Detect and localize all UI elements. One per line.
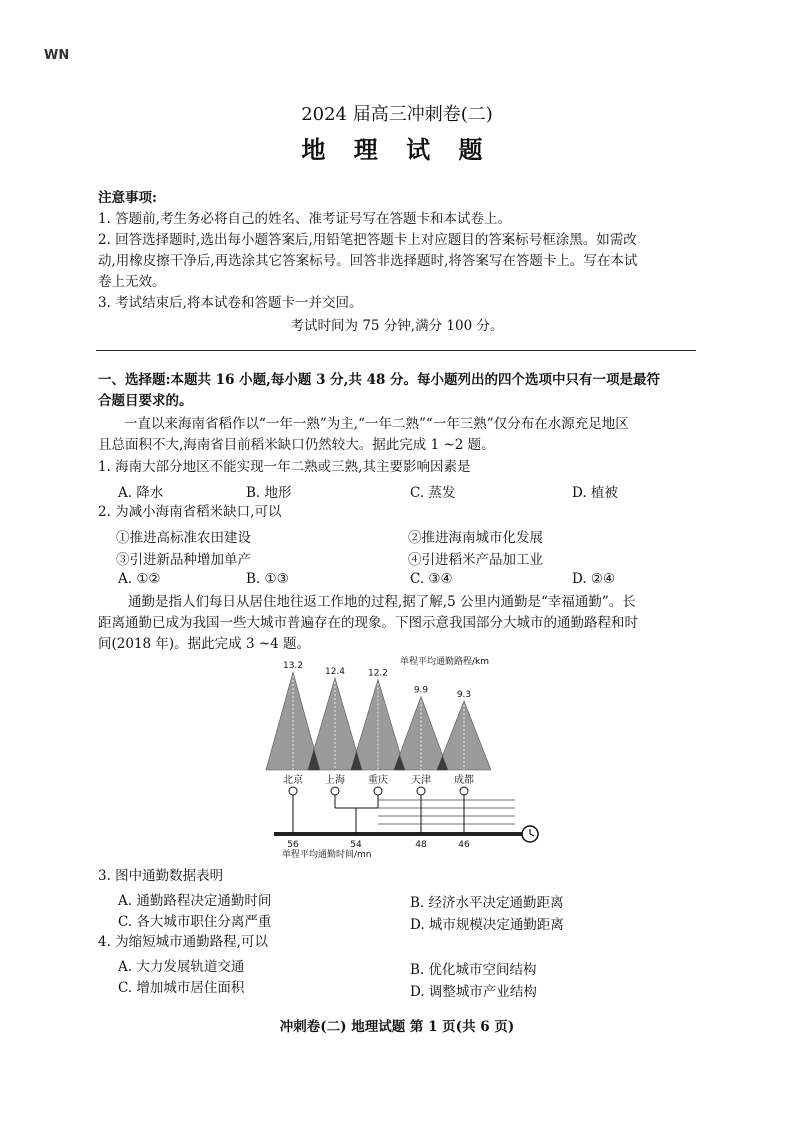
q2-item-4: ④引进稻米产品加工业 xyxy=(408,552,543,568)
q2-item-1: ①推进高标准农田建设 xyxy=(116,530,251,546)
city-pin xyxy=(331,787,339,795)
note-item: 2. 回答选择题时,选出每小题答案后,用铅笔把答题卡上对应题目的答案标号框涂黑。如需改 xyxy=(98,232,637,248)
q1-option-a: A. 降水 xyxy=(118,485,164,501)
city-pin xyxy=(417,787,425,795)
city-label: 重庆 xyxy=(368,775,388,786)
time-value-label: 54 xyxy=(350,840,362,850)
time-axis-title: 单程平均通勤时间/mn xyxy=(282,850,372,860)
distance-value-label: 12.4 xyxy=(324,666,346,677)
city-label: 天津 xyxy=(411,775,431,786)
q1-option-b: B. 地形 xyxy=(246,485,292,501)
distance-value-label: 13.2 xyxy=(282,661,304,671)
intro-paragraph: 距离通勤已成为我国一些大城市普遍存在的现象。下图示意我国部分大城市的通勤路程和时 xyxy=(98,615,638,631)
note-item: 1. 答题前,考生务必将自己的姓名、准考证号写在答题卡和本试卷上。 xyxy=(98,211,511,227)
note-item: 3. 考试结束后,将本试卷和答题卡一并交回。 xyxy=(98,295,363,311)
q2-item-3: ③引进新品种增加单产 xyxy=(116,552,251,568)
time-value-label: 48 xyxy=(415,840,427,850)
q3-option-d: D. 城市规模决定通勤距离 xyxy=(410,917,564,933)
intro-paragraph: 通勤是指人们每日从居住地往返工作地的过程,据了解,5 公里内通勤是“幸福通勤”。长 xyxy=(128,594,636,610)
clock-icon xyxy=(522,826,538,842)
distance-value-label: 12.2 xyxy=(367,668,389,679)
city-label: 北京 xyxy=(283,775,303,786)
intro-paragraph: 一直以来海南省稻作以“一年一熟”为主,“一年二熟”“一年三熟”仅分布在水源充足地区 xyxy=(124,416,629,432)
q1-option-d: D. 植被 xyxy=(572,485,618,501)
city-label: 成都 xyxy=(454,775,474,786)
q3-option-a: A. 通勤路程决定通勤时间 xyxy=(118,893,272,909)
section-heading: 一、选择题:本题共 16 小题,每小题 3 分,共 48 分。每小题列出的四个选项中只有一项是最符 xyxy=(98,372,661,388)
commute-chart xyxy=(260,652,560,864)
divider xyxy=(96,350,696,351)
exam-time: 考试时间为 75 分钟,满分 100 分。 xyxy=(290,318,504,334)
distance-triangle-4 xyxy=(437,701,491,770)
q4-option-b: B. 优化城市空间结构 xyxy=(410,962,537,978)
question-3-stem: 3. 图中通勤数据表明 xyxy=(98,868,224,884)
city-pin xyxy=(289,787,297,795)
corner-mark: WN xyxy=(44,48,70,63)
distance-triangles xyxy=(266,661,491,770)
note-item: 卷上无效。 xyxy=(98,274,166,290)
note-item: 动,用橡皮擦干净后,再选涂其它答案标号。回答非选择题时,将答案写在答题卡上。写在本试 xyxy=(98,253,638,269)
question-4-stem: 4. 为缩短城市通勤路程,可以 xyxy=(98,934,268,950)
q4-option-d: D. 调整城市产业结构 xyxy=(410,984,537,1000)
time-labels xyxy=(287,840,470,850)
q4-option-c: C. 增加城市居住面积 xyxy=(118,980,245,996)
question-1-stem: 1. 海南大部分地区不能实现一年二熟或三熟,其主要影响因素是 xyxy=(98,459,471,475)
q1-option-c: C. 蒸发 xyxy=(410,485,456,501)
page-footer: 冲刺卷(二) 地理试题 第 1 页(共 6 页) xyxy=(279,1019,515,1035)
time-value-label: 56 xyxy=(287,840,299,850)
intro-paragraph: 且总面积不大,海南省目前稻米缺口仍然较大。据此完成 1 ~2 题。 xyxy=(98,437,495,453)
section-heading: 合题目要求的。 xyxy=(98,393,193,409)
connector-lines xyxy=(274,795,522,834)
q2-option-a: A. ①② xyxy=(118,571,161,587)
exam-title: 2024 届高三冲刺卷(二) xyxy=(301,104,493,125)
city-pin xyxy=(460,787,468,795)
q3-option-b: B. 经济水平决定通勤距离 xyxy=(410,895,564,911)
q2-item-2: ②推进海南城市化发展 xyxy=(408,530,543,546)
q2-option-b: B. ①③ xyxy=(246,571,289,587)
intro-paragraph: 间(2018 年)。据此完成 3 ~4 题。 xyxy=(98,636,311,652)
q2-option-c: C. ③④ xyxy=(410,571,453,587)
city-pin xyxy=(374,787,382,795)
city-labels xyxy=(283,773,474,795)
q3-option-c: C. 各大城市职住分离严重 xyxy=(118,914,272,930)
distance-axis-title: 单程平均通勤路程/km xyxy=(400,657,490,667)
q4-option-a: A. 大力发展轨道交通 xyxy=(118,959,245,975)
subject-title: 地 理 试 题 xyxy=(301,135,493,164)
notes-heading: 注意事项: xyxy=(98,190,157,206)
city-label: 上海 xyxy=(325,775,345,786)
distance-value-label: 9.9 xyxy=(413,685,429,696)
distance-value-label: 9.3 xyxy=(456,689,472,700)
question-2-stem: 2. 为减小海南省稻米缺口,可以 xyxy=(98,504,282,520)
q2-option-d: D. ②④ xyxy=(572,571,616,587)
time-value-label: 46 xyxy=(458,840,470,850)
